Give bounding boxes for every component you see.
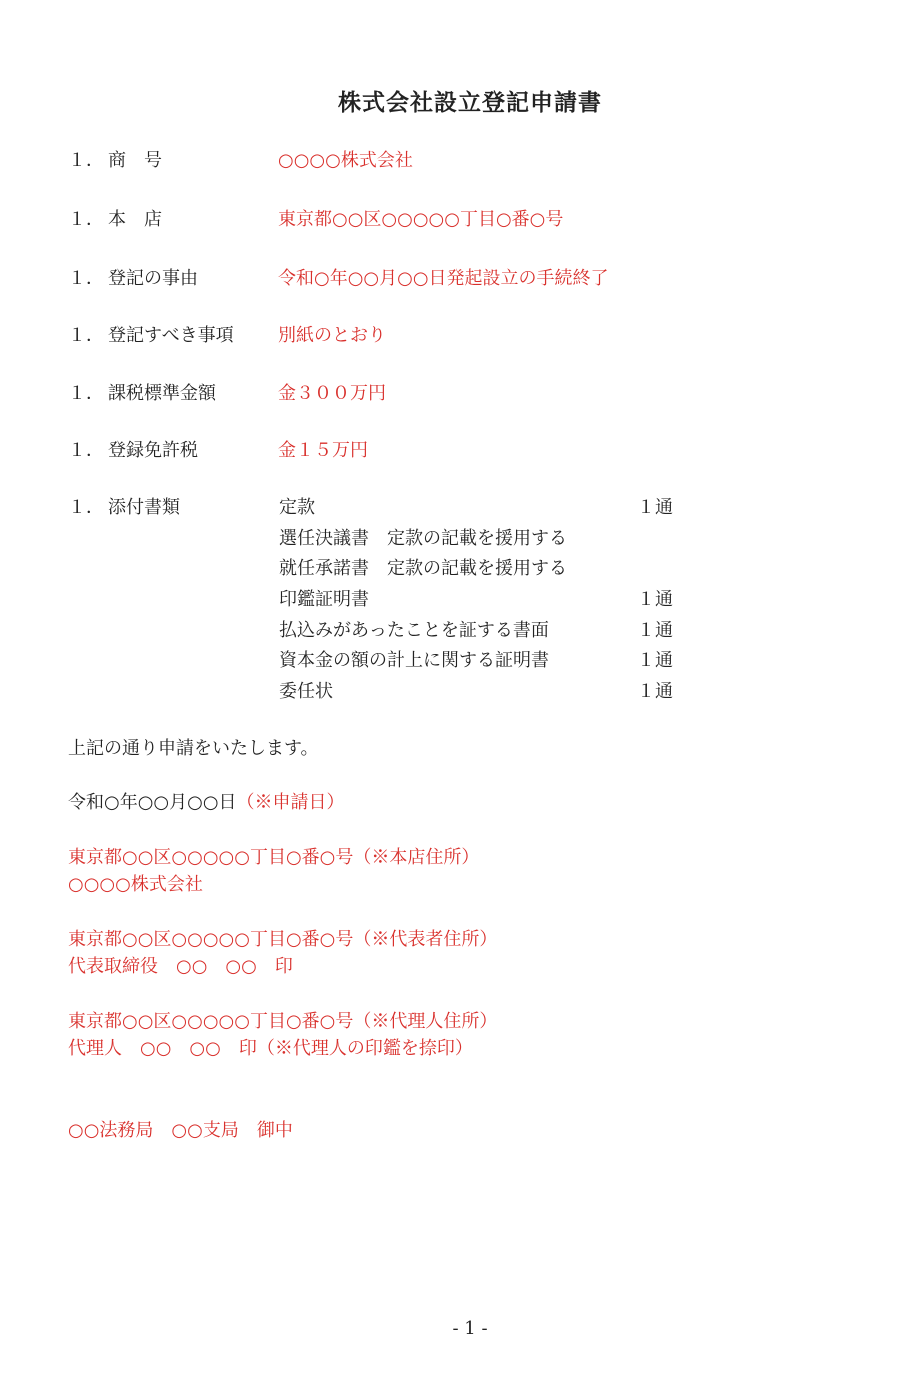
- attachment-item: [279, 588, 679, 619]
- attachment-item: [279, 496, 679, 527]
- field-value: ○○○○株式会社: [278, 150, 413, 171]
- field-label: 課税標準金額: [108, 383, 216, 404]
- attachment-name: 払込みがあったことを証する書面: [279, 619, 549, 641]
- agent-address: 東京都○○区○○○○○丁目○番○号（※代理人住所）: [68, 1011, 498, 1032]
- field-value: 別紙のとおり: [278, 325, 386, 346]
- field-number: １．: [68, 268, 104, 289]
- company-block: [68, 844, 479, 898]
- field-registration-reason: [68, 267, 609, 291]
- field-value: 令和○年○○月○○日発起設立の手続終了: [278, 268, 609, 289]
- agent-name: 代理人 ○○ ○○ 印（※代理人の印鑑を捺印）: [68, 1038, 473, 1059]
- addressee-text: ○○法務局 ○○支局 御中: [68, 1120, 293, 1141]
- field-number: １．: [68, 150, 104, 171]
- field-registration-matters: [68, 324, 386, 348]
- attachment-count: １通: [637, 589, 673, 611]
- representative-name: 代表取締役 ○○ ○○ 印: [68, 956, 293, 977]
- field-label: 添付書類: [108, 497, 180, 518]
- field-registration-tax: [68, 439, 368, 463]
- field-number: １．: [68, 383, 104, 404]
- attachment-name: 委任状: [279, 681, 333, 703]
- field-taxable-amount: [68, 382, 386, 406]
- field-trade-name: [68, 149, 413, 173]
- attachment-count: １通: [637, 619, 673, 641]
- field-head-office: [68, 208, 563, 232]
- company-name: ○○○○株式会社: [68, 874, 203, 895]
- field-value: 金３００万円: [278, 383, 386, 404]
- representative-block: [68, 926, 497, 980]
- attachment-item: [279, 619, 679, 650]
- attachment-name: 印鑑証明書: [279, 589, 369, 611]
- attachment-name: 定款: [279, 497, 315, 518]
- attachment-name: 選任決議書 定款の記載を援用する: [279, 527, 567, 549]
- field-value: 金１５万円: [278, 440, 368, 461]
- date-note: （※申請日）: [236, 792, 345, 813]
- representative-address: 東京都○○区○○○○○丁目○番○号（※代表者住所）: [68, 929, 498, 950]
- field-label: 登記すべき事項: [108, 325, 234, 346]
- field-number: １．: [68, 325, 104, 346]
- attachment-name: 就任承諾書 定款の記載を援用する: [279, 558, 567, 580]
- application-date: [68, 789, 345, 816]
- field-number: １．: [68, 440, 104, 461]
- attachment-name: 資本金の額の計上に関する証明書: [279, 650, 549, 672]
- field-label: 本 店: [108, 209, 162, 230]
- company-address: 東京都○○区○○○○○丁目○番○号（※本店住所）: [68, 847, 480, 868]
- application-statement: 上記の通り申請をいたします。: [68, 738, 319, 759]
- agent-block: [68, 1008, 497, 1062]
- field-label: 登録免許税: [108, 440, 198, 461]
- attachment-item: [279, 649, 679, 680]
- field-attachments: [68, 496, 278, 520]
- attachment-list: [279, 496, 679, 711]
- date-text: 令和○年○○月○○日: [68, 792, 237, 813]
- field-label: 登記の事由: [108, 268, 198, 289]
- attachment-item: [279, 680, 679, 711]
- field-label: 商 号: [108, 150, 162, 171]
- page-number: - 1 -: [452, 1318, 488, 1339]
- field-number: １．: [68, 497, 104, 518]
- attachment-count: １通: [637, 650, 673, 672]
- attachment-count: １通: [637, 497, 673, 518]
- field-value: 東京都○○区○○○○○丁目○番○号: [278, 209, 564, 230]
- addressee: [68, 1117, 293, 1144]
- document-title: 株式会社設立登記申請書: [338, 89, 602, 116]
- attachment-count: １通: [637, 681, 673, 703]
- attachment-item: [279, 557, 679, 588]
- field-number: １．: [68, 209, 104, 230]
- attachment-item: [279, 527, 679, 558]
